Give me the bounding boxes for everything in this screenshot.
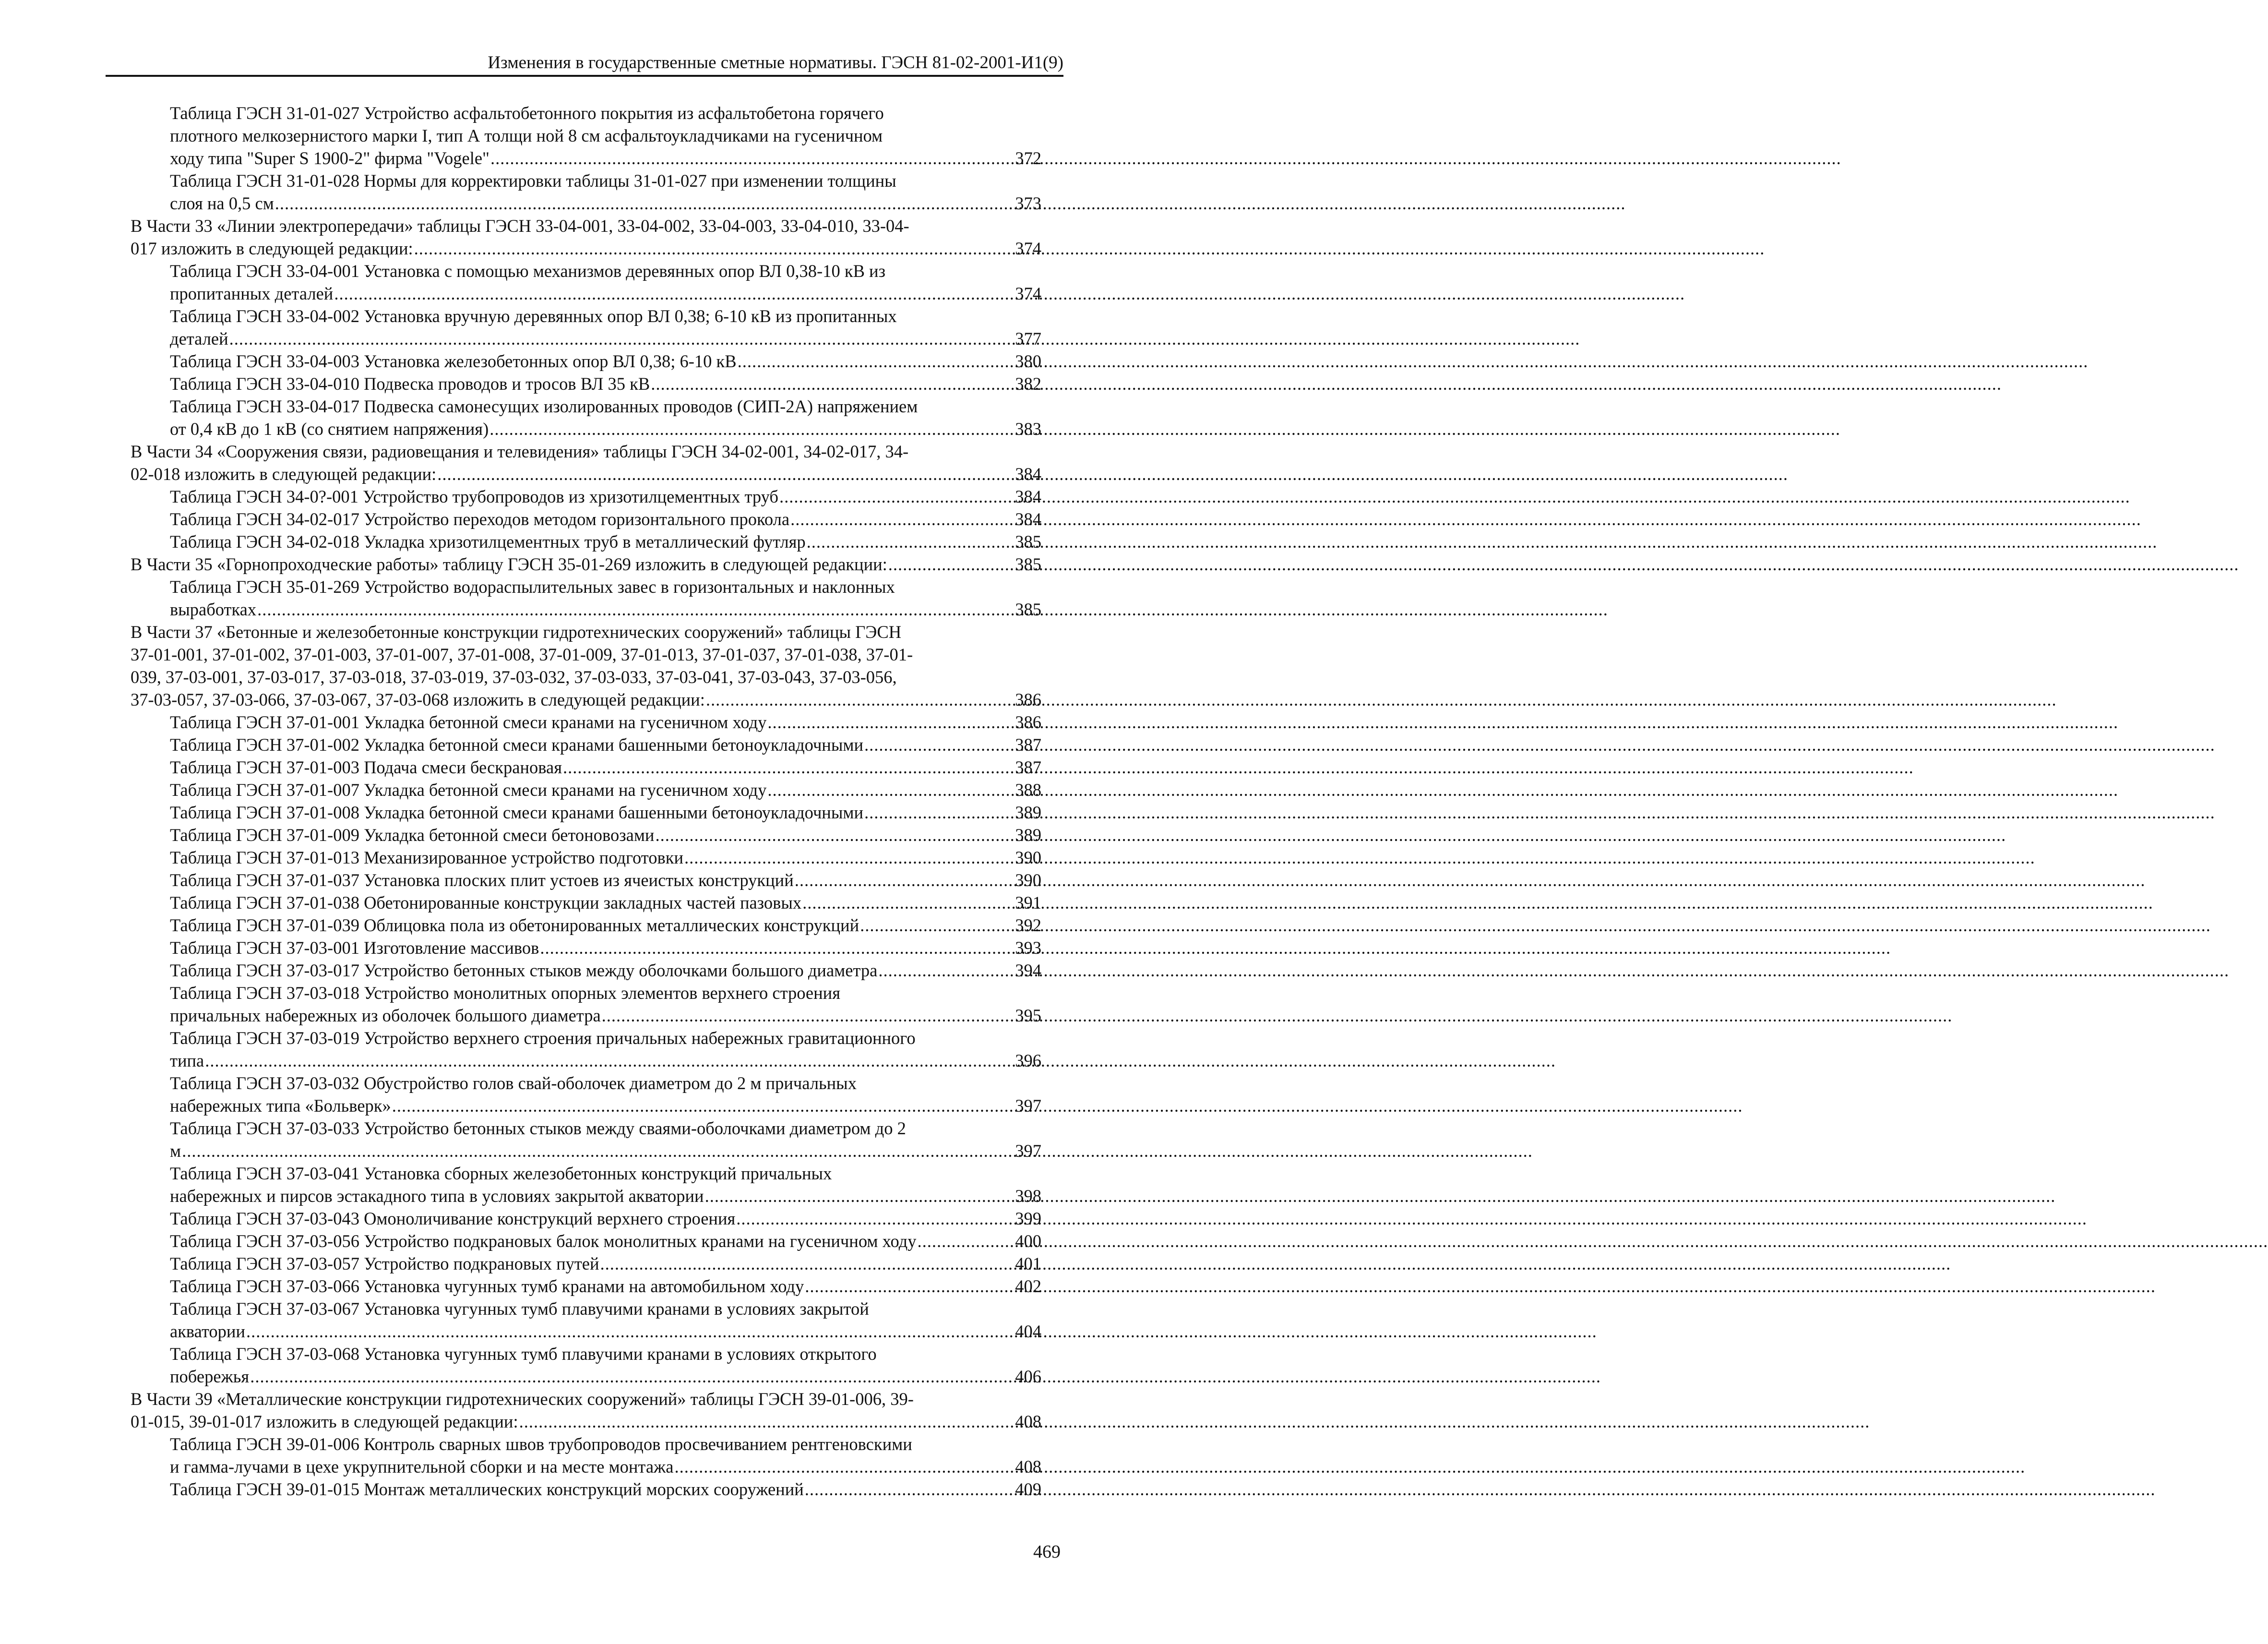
toc-entry-line bbox=[170, 1433, 1041, 1455]
toc-entry-text: ходу типа "Super S 1900-2" фирма "Vogele" bbox=[170, 148, 489, 168]
toc-entry-text: Таблица ГЭСН 37-03-033 Устройство бетонных стыков между сваями-оболочками диаметром до 2 bbox=[170, 1118, 906, 1138]
toc-entry-line bbox=[170, 1320, 1041, 1343]
toc-section-entry bbox=[131, 215, 1041, 260]
toc-entry-line bbox=[170, 1162, 1041, 1185]
toc-entry-text: В Части 37 «Бетонные и железобетонные конструкции гидротехнических сооружений» таблицы ГЭСН bbox=[131, 622, 902, 642]
toc-entry-line bbox=[170, 1275, 1041, 1297]
toc-entry-text: Таблица ГЭСН 37-03-001 Изготовление массивов bbox=[170, 938, 539, 958]
toc-page-ref: 388 bbox=[1015, 780, 1041, 800]
table-of-contents bbox=[131, 102, 1041, 1500]
dot-leader bbox=[489, 418, 1014, 440]
toc-page-ref: 390 bbox=[1015, 848, 1041, 867]
toc-entry-text: Таблица ГЭСН 37-03-057 Устройство подкрановых путей bbox=[170, 1254, 599, 1273]
toc-entry-text: Таблица ГЭСН 37-03-019 Устройство верхнего строения причальных набережных гравитационного bbox=[170, 1028, 916, 1048]
toc-entry-line bbox=[170, 1343, 1041, 1365]
toc-entry-text: набережных и пирсов эстакадного типа в условиях закрытой акватории bbox=[170, 1186, 704, 1206]
toc-entry-line bbox=[170, 192, 1041, 215]
toc-table-entry bbox=[131, 779, 1041, 801]
dot-leader bbox=[257, 598, 1014, 621]
toc-page-ref: 385 bbox=[1015, 600, 1041, 619]
toc-entry-line bbox=[170, 1297, 1041, 1320]
page-number: 469 bbox=[1033, 1542, 1061, 1562]
toc-entry-line bbox=[131, 440, 1041, 463]
toc-entry-line bbox=[170, 169, 1041, 192]
toc-page-ref: 383 bbox=[1015, 419, 1041, 439]
toc-table-entry bbox=[131, 711, 1041, 733]
toc-entry-text: Таблица ГЭСН 37-01-038 Обетонированные конструкции закладных частей пазовых bbox=[170, 893, 802, 912]
toc-table-entry bbox=[131, 508, 1041, 530]
toc-entry-text: выработках bbox=[170, 600, 257, 619]
toc-entry-text: В Части 35 «Горнопроходческие работы» таблицу ГЭСН 35-01-269 изложить в следующей редакции: bbox=[131, 554, 887, 574]
toc-entry-line bbox=[170, 102, 1041, 124]
toc-page-ref: 392 bbox=[1015, 915, 1041, 935]
toc-entry-text: Таблица ГЭСН 37-01-013 Механизированное устройство подготовки bbox=[170, 848, 684, 867]
toc-entry-line bbox=[170, 982, 1041, 1004]
toc-table-entry bbox=[131, 801, 1041, 824]
toc-entry-line bbox=[170, 576, 1041, 598]
toc-page-ref: 398 bbox=[1015, 1186, 1041, 1206]
toc-entry-line bbox=[170, 395, 1041, 418]
toc-entry-text: 017 изложить в следующей редакции: bbox=[131, 239, 413, 258]
toc-entry-text: Таблица ГЭСН 31-01-027 Устройство асфальтобетонного покрытия из асфальтобетона горячего bbox=[170, 103, 884, 123]
toc-entry-line bbox=[170, 1207, 1041, 1230]
toc-table-entry bbox=[131, 1072, 1041, 1117]
toc-entry-line bbox=[170, 1185, 1041, 1207]
dot-leader bbox=[779, 485, 1014, 508]
toc-entry-text: причальных набережных из оболочек большого диаметра bbox=[170, 1006, 601, 1025]
toc-page-ref: 377 bbox=[1015, 329, 1041, 348]
toc-table-entry bbox=[131, 169, 1041, 215]
toc-table-entry bbox=[131, 824, 1041, 846]
toc-entry-line bbox=[131, 1410, 1041, 1433]
toc-entry-text: Таблица ГЭСН 37-01-008 Укладка бетонной смеси кранами башенными бетоноукладочными bbox=[170, 803, 863, 822]
toc-entry-line bbox=[170, 305, 1041, 327]
toc-entry-line bbox=[170, 530, 1041, 553]
toc-entry-line bbox=[131, 1388, 1041, 1410]
toc-entry-text: Таблица ГЭСН 33-04-010 Подвеска проводов и тросов ВЛ 35 кВ bbox=[170, 374, 650, 394]
toc-entry-line bbox=[170, 1365, 1041, 1388]
toc-entry-line bbox=[170, 801, 1041, 824]
toc-entry-line bbox=[170, 1027, 1041, 1049]
toc-entry-text: Таблица ГЭСН 37-03-066 Установка чугунных тумб кранами на автомобильном ходу bbox=[170, 1276, 804, 1296]
running-header bbox=[106, 51, 1063, 77]
toc-table-entry bbox=[131, 1433, 1041, 1478]
toc-table-entry bbox=[131, 936, 1041, 959]
toc-entry-text: и гамма-лучами в цехе укрупнительной сборки и на месте монтажа bbox=[170, 1457, 674, 1476]
dot-leader bbox=[860, 914, 1014, 936]
dot-leader bbox=[246, 1320, 1014, 1343]
dot-leader bbox=[182, 1140, 1014, 1162]
toc-page-ref: 386 bbox=[1015, 690, 1041, 709]
toc-entry-line bbox=[170, 1455, 1041, 1478]
dot-leader bbox=[888, 553, 1014, 576]
toc-page-ref: 384 bbox=[1015, 464, 1041, 484]
toc-page-ref: 374 bbox=[1015, 284, 1041, 303]
toc-entry-line bbox=[170, 891, 1041, 914]
toc-entry-line bbox=[170, 372, 1041, 395]
toc-entry-line bbox=[170, 914, 1041, 936]
toc-entry-text: пропитанных деталей bbox=[170, 284, 334, 303]
toc-table-entry bbox=[131, 846, 1041, 869]
toc-entry-text: 01-015, 39-01-017 изложить в следующей редакции: bbox=[131, 1412, 518, 1431]
toc-page-ref: 401 bbox=[1015, 1254, 1041, 1273]
toc-page-ref: 387 bbox=[1015, 735, 1041, 755]
toc-entry-line bbox=[131, 621, 1041, 643]
toc-entry-line bbox=[170, 936, 1041, 959]
dot-leader bbox=[540, 936, 1014, 959]
toc-table-entry bbox=[131, 1343, 1041, 1388]
dot-leader bbox=[805, 1275, 1014, 1297]
toc-entry-line bbox=[170, 1004, 1041, 1027]
dot-leader bbox=[802, 891, 1014, 914]
dot-leader bbox=[807, 530, 1015, 553]
toc-entry-line bbox=[131, 463, 1041, 485]
toc-page-ref: 384 bbox=[1015, 487, 1041, 506]
toc-table-entry bbox=[131, 1162, 1041, 1207]
dot-leader bbox=[738, 350, 1015, 372]
toc-table-entry bbox=[131, 733, 1041, 756]
toc-entry-text: 02-018 изложить в следующей редакции: bbox=[131, 464, 437, 484]
toc-entry-text: Таблица ГЭСН 33-04-003 Установка железобетонных опор ВЛ 0,38; 6-10 кВ bbox=[170, 351, 737, 371]
toc-entry-text: Таблица ГЭСН 39-01-006 Контроль сварных швов трубопроводов просвечиванием рентгеновскими bbox=[170, 1434, 912, 1454]
toc-entry-text: Таблица ГЭСН 37-01-039 Облицовка пола из обетонированных металлических конструкций bbox=[170, 915, 859, 935]
dot-leader bbox=[767, 779, 1014, 801]
toc-table-entry bbox=[131, 959, 1041, 982]
toc-entry-line bbox=[170, 846, 1041, 869]
dot-leader bbox=[600, 1252, 1015, 1275]
toc-entry-text: Таблица ГЭСН 37-03-041 Установка сборных железобетонных конструкций причальных bbox=[170, 1164, 832, 1183]
toc-entry-text: Таблица ГЭСН 37-01-009 Укладка бетонной смеси бетоновозами bbox=[170, 825, 655, 845]
toc-entry-text: деталей bbox=[170, 329, 228, 348]
toc-entry-text: от 0,4 кВ до 1 кВ (со снятием напряжения) bbox=[170, 419, 489, 439]
toc-page-ref: 406 bbox=[1015, 1367, 1041, 1386]
toc-entry-text: Таблица ГЭСН 37-01-007 Укладка бетонной смеси кранами на гусеничном ходу bbox=[170, 780, 767, 800]
toc-entry-text: Таблица ГЭСН 37-03-067 Установка чугунных тумб плавучими кранами в условиях закрытой bbox=[170, 1299, 869, 1319]
toc-table-entry bbox=[131, 982, 1041, 1027]
dot-leader bbox=[705, 1185, 1015, 1207]
toc-page-ref: 390 bbox=[1015, 870, 1041, 890]
toc-table-entry bbox=[131, 891, 1041, 914]
toc-entry-text: типа bbox=[170, 1051, 204, 1070]
toc-page-ref: 382 bbox=[1015, 374, 1041, 394]
dot-leader bbox=[651, 372, 1014, 395]
toc-table-entry bbox=[131, 576, 1041, 621]
toc-page-ref: 385 bbox=[1015, 532, 1041, 552]
toc-entry-line bbox=[170, 147, 1041, 169]
toc-table-entry bbox=[131, 869, 1041, 891]
toc-entry-text: В Части 39 «Металлические конструкции гидротехнических сооружений» таблицы ГЭСН 39-01-006, 39- bbox=[131, 1389, 914, 1409]
dot-leader bbox=[229, 327, 1015, 350]
toc-table-entry bbox=[131, 1027, 1041, 1072]
toc-section-entry bbox=[131, 621, 1041, 711]
toc-entry-text: Таблица ГЭСН 34-02-018 Укладка хризотилцементных труб в металлический футляр bbox=[170, 532, 806, 552]
toc-page-ref: 400 bbox=[1015, 1231, 1041, 1251]
toc-page-ref: 393 bbox=[1015, 938, 1041, 958]
toc-entry-line bbox=[170, 959, 1041, 982]
dot-leader bbox=[519, 1410, 1015, 1433]
toc-entry-text: Таблица ГЭСН 34-02-017 Устройство переходов методом горизонтального прокола bbox=[170, 509, 790, 529]
toc-table-entry bbox=[131, 1478, 1041, 1500]
toc-entry-text: Таблица ГЭСН 37-03-032 Обустройство голов свай-оболочек диаметром до 2 м причальных bbox=[170, 1073, 857, 1093]
dot-leader bbox=[864, 733, 1014, 756]
toc-entry-text: Таблица ГЭСН 37-01-001 Укладка бетонной смеси кранами на гусеничном ходу bbox=[170, 712, 767, 732]
toc-entry-text: Таблица ГЭСН 37-01-002 Укладка бетонной смеси кранами башенными бетоноукладочными bbox=[170, 735, 863, 755]
toc-page-ref: 408 bbox=[1015, 1412, 1041, 1431]
toc-page-ref: 409 bbox=[1015, 1479, 1041, 1499]
toc-entry-text: Таблица ГЭСН 33-04-001 Установка с помощью механизмов деревянных опор ВЛ 0,38-10 кВ из bbox=[170, 261, 885, 281]
toc-entry-text: 37-01-001, 37-01-002, 37-01-003, 37-01-007, 37-01-008, 37-01-009, 37-01-013, 37-01-037, 37-01-038, 37-01- bbox=[131, 645, 913, 664]
toc-entry-line bbox=[170, 869, 1041, 891]
toc-entry-text: Таблица ГЭСН 34-0?-001 Устройство трубопроводов из хризотилцементных труб bbox=[170, 487, 779, 506]
toc-table-entry bbox=[131, 260, 1041, 305]
dot-leader bbox=[706, 688, 1014, 711]
toc-entry-text: Таблица ГЭСН 37-01-003 Подача смеси бескрановая bbox=[170, 757, 562, 777]
dot-leader bbox=[805, 1478, 1014, 1500]
toc-page-ref: 394 bbox=[1015, 960, 1041, 980]
toc-entry-text: м bbox=[170, 1141, 181, 1161]
dot-leader bbox=[334, 282, 1014, 305]
toc-entry-line bbox=[131, 215, 1041, 237]
dot-leader bbox=[275, 192, 1014, 215]
toc-page-ref: 374 bbox=[1015, 239, 1041, 258]
toc-table-entry bbox=[131, 530, 1041, 553]
toc-page-ref: 386 bbox=[1015, 712, 1041, 732]
dot-leader bbox=[795, 869, 1015, 891]
toc-page-ref: 373 bbox=[1015, 193, 1041, 213]
toc-table-entry bbox=[131, 102, 1041, 169]
toc-page-ref: 399 bbox=[1015, 1209, 1041, 1228]
dot-leader bbox=[250, 1365, 1014, 1388]
toc-entry-text: 37-03-057, 37-03-066, 37-03-067, 37-03-068 изложить в следующей редакции: bbox=[131, 690, 705, 709]
toc-entry-line bbox=[170, 1117, 1041, 1140]
toc-entry-line bbox=[170, 779, 1041, 801]
toc-entry-line bbox=[170, 418, 1041, 440]
dot-leader bbox=[736, 1207, 1014, 1230]
toc-entry-line bbox=[170, 124, 1041, 147]
toc-table-entry bbox=[131, 756, 1041, 779]
toc-entry-line bbox=[170, 327, 1041, 350]
toc-entry-text: Таблица ГЭСН 31-01-028 Нормы для корректировки таблицы 31-01-027 при изменении толщины bbox=[170, 171, 896, 191]
dot-leader bbox=[674, 1455, 1014, 1478]
dot-leader bbox=[790, 508, 1014, 530]
toc-table-entry bbox=[131, 1117, 1041, 1162]
toc-entry-text: Таблица ГЭСН 35-01-269 Устройство водораспылительных завес в горизонтальных и наклонных bbox=[170, 577, 895, 597]
toc-entry-line bbox=[170, 508, 1041, 530]
toc-entry-line bbox=[170, 1140, 1041, 1162]
dot-leader bbox=[205, 1049, 1014, 1072]
toc-entry-line bbox=[131, 666, 1041, 688]
dot-leader bbox=[563, 756, 1014, 779]
toc-entry-line bbox=[170, 756, 1041, 779]
toc-entry-line bbox=[131, 688, 1041, 711]
toc-page-ref: 389 bbox=[1015, 825, 1041, 845]
toc-entry-text: Таблица ГЭСН 33-04-002 Установка вручную деревянных опор ВЛ 0,38; 6-10 кВ из пропитанных bbox=[170, 306, 897, 326]
toc-table-entry bbox=[131, 372, 1041, 395]
toc-section-entry bbox=[131, 1388, 1041, 1433]
toc-page-ref: 391 bbox=[1015, 893, 1041, 912]
toc-entry-text: Таблица ГЭСН 37-03-056 Устройство подкрановых балок монолитных кранами на гусеничном ходу bbox=[170, 1231, 917, 1251]
toc-entry-text: слоя на 0,5 см bbox=[170, 193, 274, 213]
toc-page-ref: 384 bbox=[1015, 509, 1041, 529]
toc-entry-line bbox=[170, 1252, 1041, 1275]
toc-page-ref: 402 bbox=[1015, 1276, 1041, 1296]
toc-page-ref: 372 bbox=[1015, 148, 1041, 168]
toc-entry-text: Таблица ГЭСН 39-01-015 Монтаж металлических конструкций морских сооружений bbox=[170, 1479, 804, 1499]
toc-entry-line bbox=[170, 260, 1041, 282]
dot-leader bbox=[767, 711, 1014, 733]
toc-entry-text: побережья bbox=[170, 1367, 250, 1386]
toc-page-ref: 408 bbox=[1015, 1457, 1041, 1476]
dot-leader bbox=[490, 147, 1014, 169]
toc-entry-line bbox=[131, 553, 1041, 576]
toc-table-entry bbox=[131, 395, 1041, 440]
dot-leader bbox=[414, 237, 1015, 260]
toc-entry-line bbox=[170, 1094, 1041, 1117]
toc-entry-text: Таблица ГЭСН 37-03-043 Омоноличивание конструкций верхнего строения bbox=[170, 1209, 736, 1228]
toc-table-entry bbox=[131, 1275, 1041, 1297]
toc-page-ref: 396 bbox=[1015, 1051, 1041, 1070]
toc-page-ref: 385 bbox=[1015, 554, 1041, 574]
toc-entry-text: Таблица ГЭСН 37-03-018 Устройство монолитных опорных элементов верхнего строения bbox=[170, 983, 840, 1003]
toc-entry-text: 039, 37-03-001, 37-03-017, 37-03-018, 37-03-019, 37-03-032, 37-03-033, 37-03-041, 37-03-043, 37-03-056, bbox=[131, 667, 897, 687]
toc-page-ref: 397 bbox=[1015, 1096, 1041, 1116]
toc-entry-text: Таблица ГЭСН 37-03-068 Установка чугунных тумб плавучими кранами в условиях открытого bbox=[170, 1344, 877, 1364]
toc-entry-line bbox=[170, 733, 1041, 756]
toc-entry-text: акватории bbox=[170, 1321, 245, 1341]
dot-leader bbox=[392, 1094, 1014, 1117]
toc-entry-text: Таблица ГЭСН 37-01-037 Установка плоских плит устоев из ячеистых конструкций bbox=[170, 870, 794, 890]
toc-page-ref: 380 bbox=[1015, 351, 1041, 371]
toc-entry-line bbox=[170, 1230, 1041, 1252]
toc-table-entry bbox=[131, 485, 1041, 508]
toc-entry-line bbox=[170, 350, 1041, 372]
toc-table-entry bbox=[131, 1297, 1041, 1343]
toc-entry-line bbox=[170, 598, 1041, 621]
toc-entry-text: В Части 34 «Сооружения связи, радиовещания и телевидения» таблицы ГЭСН 34-02-001, 34-02-017, 34- bbox=[131, 442, 909, 461]
toc-table-entry bbox=[131, 1230, 1041, 1252]
toc-table-entry bbox=[131, 1252, 1041, 1275]
toc-page-ref: 389 bbox=[1015, 803, 1041, 822]
toc-page-ref: 395 bbox=[1015, 1006, 1041, 1025]
toc-page-ref: 397 bbox=[1015, 1141, 1041, 1161]
toc-table-entry bbox=[131, 914, 1041, 936]
dot-leader bbox=[917, 1230, 1014, 1252]
toc-table-entry bbox=[131, 305, 1041, 350]
dot-leader bbox=[864, 801, 1014, 824]
toc-page-ref: 404 bbox=[1015, 1321, 1041, 1341]
toc-entry-line bbox=[170, 282, 1041, 305]
toc-entry-line bbox=[170, 485, 1041, 508]
toc-entry-text: плотного мелкозернистого марки I, тип А толщи ной 8 см асфальтоукладчиками на гусеничном bbox=[170, 126, 883, 145]
running-header-title: Изменения в государственные сметные нормативы. ГЭСН 81-02-2001-И1(9) bbox=[488, 53, 1063, 72]
toc-entry-text: Таблица ГЭСН 37-03-017 Устройство бетонных стыков между оболочками большого диаметра bbox=[170, 960, 878, 980]
toc-entry-line bbox=[131, 237, 1041, 260]
toc-entry-text: В Части 33 «Линии электропередачи» таблицы ГЭСН 33-04-001, 33-04-002, 33-04-003, 33-04-010, 33-04- bbox=[131, 216, 909, 236]
dot-leader bbox=[602, 1004, 1015, 1027]
toc-page-ref: 387 bbox=[1015, 757, 1041, 777]
toc-table-entry bbox=[131, 1207, 1041, 1230]
dot-leader bbox=[878, 959, 1014, 982]
toc-table-entry bbox=[131, 350, 1041, 372]
dot-leader bbox=[655, 824, 1014, 846]
dot-leader bbox=[684, 846, 1014, 869]
toc-entry-text: Таблица ГЭСН 33-04-017 Подвеска самонесущих изолированных проводов (СИП-2А) напряжением bbox=[170, 396, 918, 416]
toc-entry-line bbox=[170, 824, 1041, 846]
toc-entry-line bbox=[131, 643, 1041, 666]
toc-entry-line bbox=[170, 1049, 1041, 1072]
toc-entry-line bbox=[170, 711, 1041, 733]
dot-leader bbox=[437, 463, 1014, 485]
toc-entry-line bbox=[170, 1478, 1041, 1500]
toc-entry-line bbox=[170, 1072, 1041, 1094]
toc-section-entry bbox=[131, 553, 1041, 576]
toc-entry-text: набережных типа «Больверк» bbox=[170, 1096, 391, 1116]
toc-section-entry bbox=[131, 440, 1041, 485]
